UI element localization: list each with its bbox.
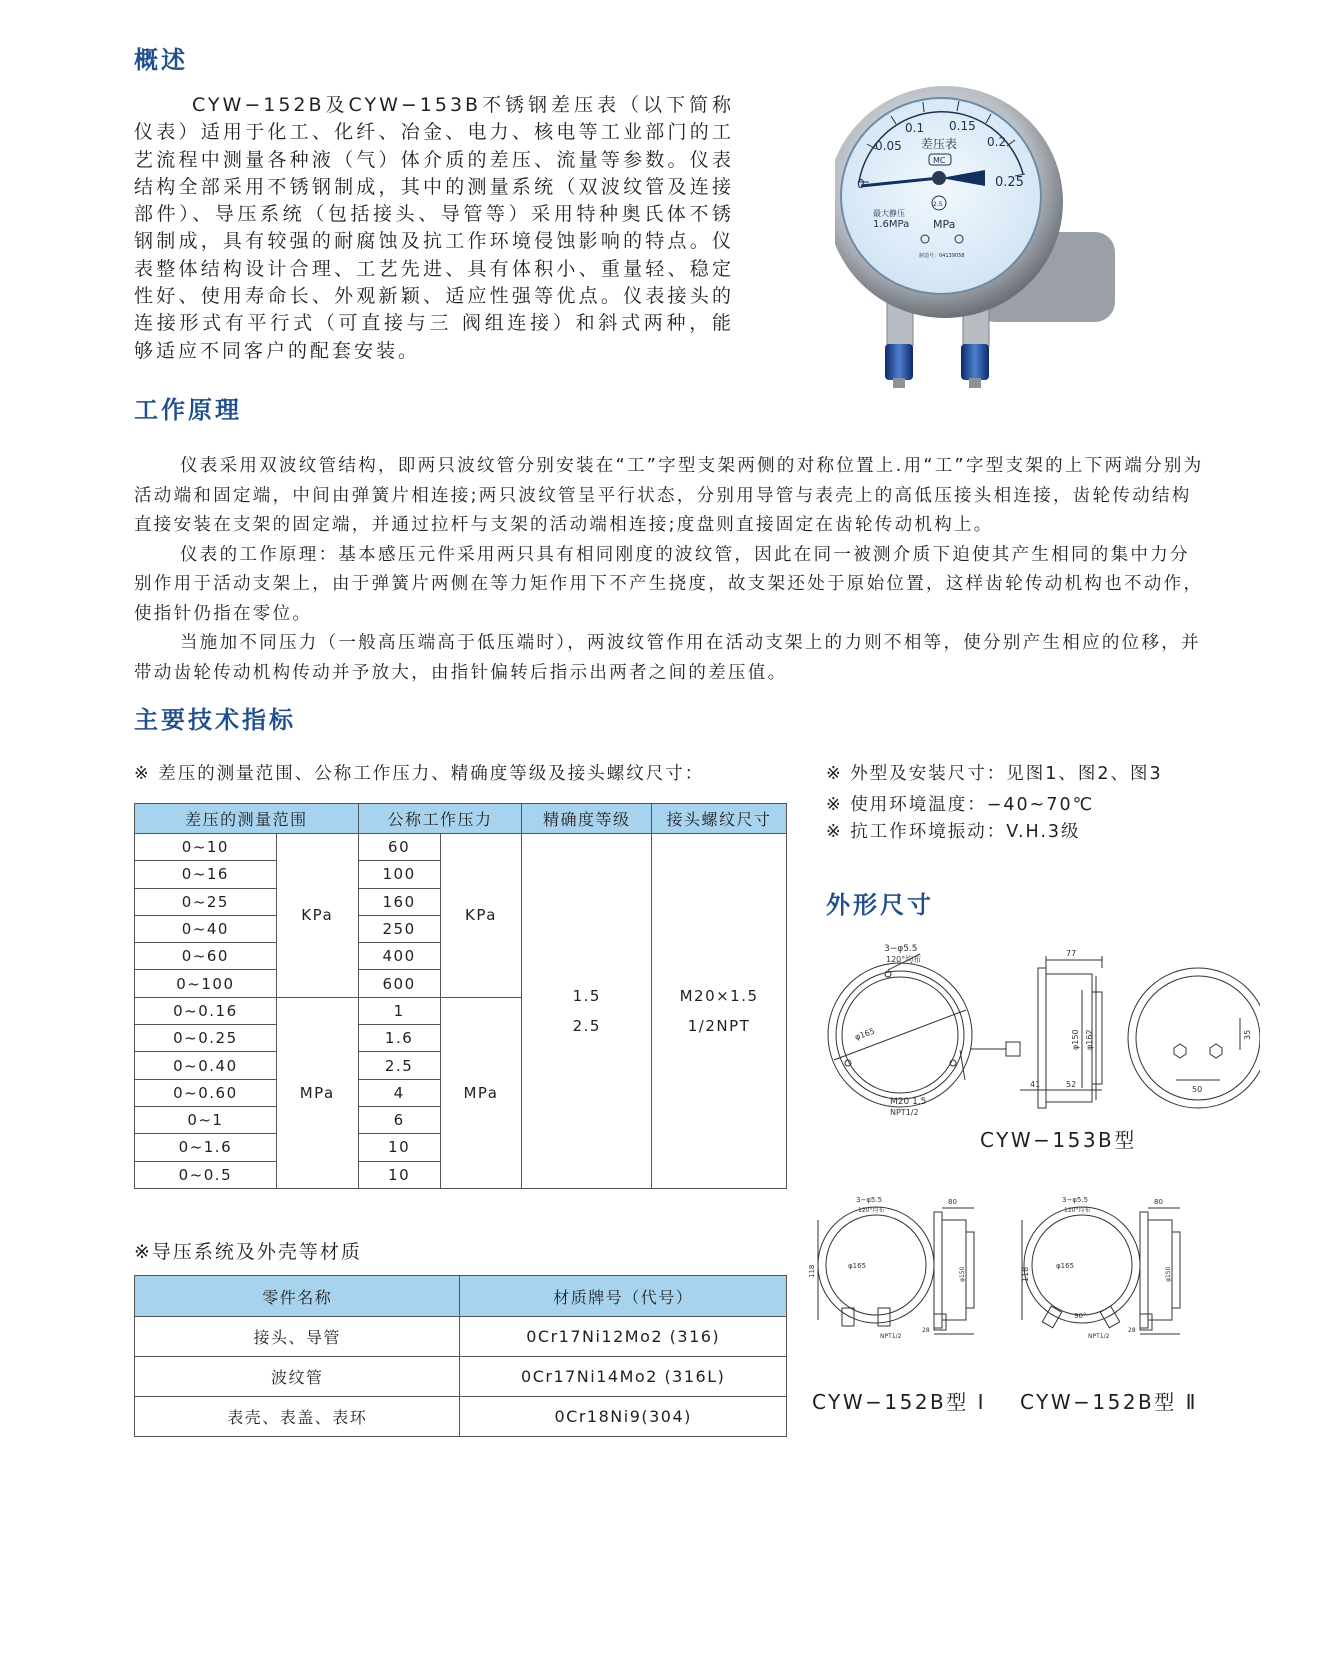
accuracy-value: 2.5 [572,1016,601,1035]
gauge-tick: 0.05 [875,139,902,153]
range-cell: 0~0.60 [135,1079,277,1106]
range-cell: 0~1.6 [135,1134,277,1161]
d150-label: φ150 [1165,1266,1172,1282]
pressure-cell: 2.5 [358,1052,440,1079]
pressure-cell: 400 [358,943,440,970]
gauge-serial: 制造号：04139058 [919,253,965,259]
pressure-unit-cell: MPa [440,997,522,1188]
part-name-cell: 表壳、表盖、表环 [135,1397,460,1437]
vibration-note: ※ 抗工作环境振动：V.H.3级 [826,822,1081,842]
figure-cyw153b [820,940,1260,1120]
height-118-label: 118 [808,1264,816,1278]
material-cell: 0Cr17Ni12Mo2 (316) [460,1317,787,1357]
range-cell: 0~0.25 [135,1025,277,1052]
npt-label: NPT1/2 [880,1333,902,1340]
accuracy-value: 1.5 [572,986,601,1005]
holes-label: 3−φ5.5 [884,944,918,954]
gauge-static-value: 1.6MPa [873,219,910,230]
overview-heading: 概述 [134,46,188,74]
height-118-label: 118 [1021,1266,1030,1282]
holes-sub-label: 120°均布 [1064,1207,1091,1214]
caption-cyw152b-2: CYW−152B型 Ⅱ [1020,1390,1198,1414]
d150-label: φ150 [959,1266,966,1282]
specs-table [134,803,787,1189]
diameter-label: φ165 [848,1262,866,1270]
pressure-cell: 1 [358,997,440,1024]
overview-paragraph: CYW−152B及CYW−153B不锈钢差压表（以下简称仪表）适用于化工、化纤、冶金、电力、核电等工业部门的工艺流程中测量各种液（气）体介质的差压、流量等参数。仪表结构全部采用不锈钢制成，其中的测量系统（双波纹管及连接部件）、导压系统（包括接头、导管等）采用特种奥氏体不锈钢制成，具有较强的耐腐蚀及抗工作环境侵蚀影响的特点。仪表整体结构设计合理、工艺先进、具有体积小、重量轻、稳定性好、使用寿命长、外观新颖、适应性强等优点。仪表接头的连接形式有平行式（可直接与三 阀组连接）和斜式两种，能够适应不同客户的配套安装。 [134,94,734,362]
range-cell: 0~10 [135,834,277,861]
pressure-cell: 4 [358,1079,440,1106]
table-row [135,1357,787,1397]
specs-heading: 主要技术指标 [134,706,296,734]
gauge-unit: MPa [933,218,956,231]
caption-cyw152b-1: CYW−152B型 Ⅰ [812,1390,987,1414]
range-cell: 0~16 [135,861,277,888]
diameter-label: φ165 [1056,1262,1074,1270]
range-unit-cell: KPa [276,834,358,998]
thread-cell [652,834,787,1189]
pressure-cell: 1.6 [358,1025,440,1052]
gauge-fittings [885,344,989,388]
holes-sub-label: 120°均布 [858,1207,885,1214]
npt-label: NPT1/2 [1088,1333,1110,1340]
gauge-pivot [932,171,946,185]
specs-header: 差压的测量范围 [135,804,359,834]
table-row [135,834,787,861]
width-52-label: 52 [1066,1080,1077,1089]
width-80-label: 80 [1154,1198,1163,1206]
material-cell: 0Cr17Ni14Mo2 (316L) [460,1357,787,1397]
diameter-label: φ165 [853,1026,876,1042]
gauge-tick: 0.15 [949,119,976,133]
range-cell: 0~0.40 [135,1052,277,1079]
range-cell: 0~0.16 [135,997,277,1024]
temperature-note: ※ 使用环境温度：−40~70℃ [826,795,1095,815]
thread-value: M20×1.5 [679,986,759,1005]
holes-label: 3−φ5.5 [1062,1196,1089,1204]
width-41-label: 41 [1030,1080,1041,1089]
width-80-label: 80 [948,1198,957,1206]
materials-header: 零件名称 [135,1276,460,1317]
specs-header: 精确度等级 [522,804,652,834]
principle-paragraph: 仪表采用双波纹管结构，即两只波纹管分别安装在“工”字型支架两侧的对称位置上.用“工”字型支架的上下两端分别为活动端和固定端，中间由弹簧片相连接;两只波纹管呈平行状态，分别用导管与表壳上的高低压接头相连接，齿轮传动结构直接安装在支架的固定端，并通过拉杆与支架的活动端相连接;度盘则直接固定在齿轮传动机构上。 [134,456,1204,535]
gauge-brand: MC [933,156,946,165]
range-cell: 0~0.5 [135,1161,277,1188]
table-row [135,1317,787,1357]
principle-paragraph: 当施加不同压力（一般高压端高于低压端时），两波纹管作用在活动支架上的力则不相等，使分别产生相应的位移，并带动齿轮传动机构传动并予放大，由指针偏转后指示出两者之间的差压值。 [134,633,1201,683]
gauge-photo [835,82,1155,402]
part-name-cell: 波纹管 [135,1357,460,1397]
principle-paragraph: 仪表的工作原理：基本感压元件采用两只具有相同刚度的波纹管，因此在同一被测介质下迫使其产生相同的集中力分别作用于活动支架上，由于弹簧片两侧在等力矩作用下不产生挠度，故支架还处于原始位置，这样齿轮传动机构也不动作，使指针仍指在零位。 [134,544,1204,624]
materials-header: 材质牌号（代号） [460,1276,787,1317]
range-cell: 0~40 [135,915,277,942]
thread-value: 1/2NPT [687,1016,751,1035]
angle-label: 90° [1074,1312,1087,1320]
caption-cyw153b: CYW−153B型 [980,1128,1137,1152]
overview-text [134,92,734,365]
gauge-class: 2.5 [933,201,943,208]
width-50-label: 50 [1192,1085,1203,1094]
pressure-cell: 250 [358,915,440,942]
gauge-tick: 0.2 [987,135,1007,149]
d150-label: φ150 [1071,1029,1080,1050]
range-cell: 0~100 [135,970,277,997]
specs-header: 接头螺纹尺寸 [652,804,787,834]
range-cell: 0~25 [135,888,277,915]
pressure-cell: 600 [358,970,440,997]
holes-label: 3−φ5.5 [856,1196,883,1204]
pressure-cell: 160 [358,888,440,915]
range-cell: 0~60 [135,943,277,970]
materials-note: ※导压系统及外壳等材质 [134,1241,362,1263]
specs-header-row [135,804,787,834]
gauge-tick: 0 [857,177,865,191]
install-note: ※ 外型及安装尺寸：见图1、图2、图3 [826,764,1163,784]
pressure-cell: 100 [358,861,440,888]
principle-text [134,452,1209,688]
specs-note: ※ 差压的测量范围、公称工作压力、精确度等级及接头螺纹尺寸： [134,764,705,784]
materials-header-row [135,1276,787,1317]
width-28-label: 28 [922,1327,930,1334]
d162-label: φ162 [1085,1029,1094,1050]
table-row [135,1397,787,1437]
principle-heading: 工作原理 [134,396,242,424]
pressure-cell: 10 [358,1161,440,1188]
width-77-label: 77 [1066,949,1077,958]
holes-sub-label: 120°均布 [886,955,922,964]
figure-cyw152b-1 [808,1190,998,1340]
accuracy-cell [522,834,652,1189]
thread-label: M20 1.5 [890,1097,927,1107]
dimensions-heading: 外形尺寸 [826,891,934,919]
gauge-tick: 0.25 [995,175,1024,190]
specs-header: 公称工作压力 [358,804,522,834]
pressure-cell: 10 [358,1134,440,1161]
pressure-unit-cell: KPa [440,834,522,998]
material-cell: 0Cr18Ni9(304) [460,1397,787,1437]
height-35-label: 35 [1243,1029,1252,1040]
gauge-tick: 0.1 [905,121,925,135]
materials-table [134,1275,787,1437]
width-28-label: 28 [1128,1327,1136,1334]
figure-cyw152b-2 [1016,1190,1206,1340]
gauge-static-label: 最大静压 [873,209,905,218]
range-unit-cell: MPa [276,997,358,1188]
pressure-cell: 6 [358,1106,440,1133]
range-cell: 0~1 [135,1106,277,1133]
part-name-cell: 接头、导管 [135,1317,460,1357]
pressure-cell: 60 [358,834,440,861]
npt-label: NPT1/2 [890,1108,919,1117]
gauge-title: 差压表 [921,137,958,151]
